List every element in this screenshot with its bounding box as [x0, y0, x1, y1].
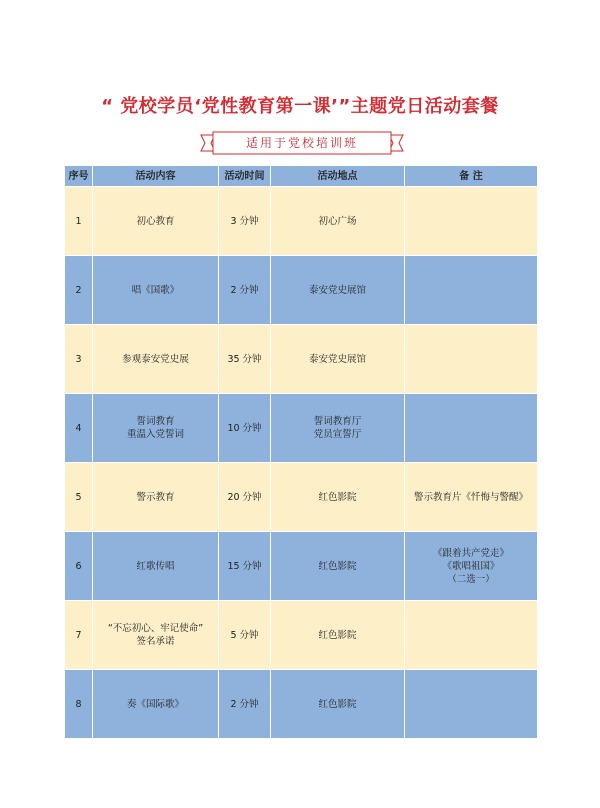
table-row: [65, 256, 538, 325]
cell-time: 35 分钟: [219, 325, 271, 394]
table-row: [65, 463, 538, 532]
cell-time: 15 分钟: [219, 532, 271, 601]
cell-no: 6: [65, 532, 93, 601]
header-content: 活动内容: [93, 166, 219, 187]
cell-note: [405, 601, 538, 670]
cell-content: 誓词教育 重温入党誓词: [93, 394, 219, 463]
cell-time: 20 分钟: [219, 463, 271, 532]
cell-no: 4: [65, 394, 93, 463]
page-title: “ 党校学员‘党性教育第一课’”主题党日活动套餐: [101, 96, 499, 117]
cell-time: 3 分钟: [219, 187, 271, 256]
cell-time: 5 分钟: [219, 601, 271, 670]
cell-time: 10 分钟: [219, 394, 271, 463]
cell-place: 红色影院: [271, 463, 405, 532]
header-note: 备 注: [405, 166, 538, 187]
cell-note: [405, 394, 538, 463]
cell-note: [405, 670, 538, 739]
cell-content: 奏《国际歌》: [93, 670, 219, 739]
cell-no: 5: [65, 463, 93, 532]
cell-no: 1: [65, 187, 93, 256]
cell-content: 初心教育: [93, 187, 219, 256]
cell-content: 唱《国歌》: [93, 256, 219, 325]
cell-content: 参观泰安党史展: [93, 325, 219, 394]
cell-place: 泰安党史展馆: [271, 325, 405, 394]
table-row: [65, 670, 538, 739]
cell-place: 红色影院: [271, 670, 405, 739]
header-time: 活动时间: [219, 166, 271, 187]
table-row: [65, 325, 538, 394]
subtitle-banner: [197, 130, 407, 156]
table-header-row: [65, 166, 538, 187]
cell-place: 红色影院: [271, 601, 405, 670]
table-row: [65, 394, 538, 463]
cell-note: [405, 256, 538, 325]
cell-no: 2: [65, 256, 93, 325]
header-place: 活动地点: [271, 166, 405, 187]
cell-no: 7: [65, 601, 93, 670]
table-row: [65, 187, 538, 256]
cell-note: 警示教育片《忏悔与警醒》: [405, 463, 538, 532]
table-row: [65, 601, 538, 670]
cell-place: 誓词教育厅 党员宣誓厅: [271, 394, 405, 463]
header-no: 序号: [65, 166, 93, 187]
cell-content: “不忘初心、牢记使命” 签名承诺: [93, 601, 219, 670]
subtitle-text: 适用于党校培训班: [245, 136, 358, 150]
cell-time: 2 分钟: [219, 670, 271, 739]
cell-note: [405, 325, 538, 394]
cell-note: [405, 187, 538, 256]
cell-time: 2 分钟: [219, 256, 271, 325]
cell-place: 泰安党史展馆: [271, 256, 405, 325]
table-row: [65, 532, 538, 601]
activity-table: [64, 165, 538, 739]
cell-no: 3: [65, 325, 93, 394]
cell-content: 警示教育: [93, 463, 219, 532]
cell-content: 红歌传唱: [93, 532, 219, 601]
cell-no: 8: [65, 670, 93, 739]
cell-place: 红色影院: [271, 532, 405, 601]
cell-place: 初心广场: [271, 187, 405, 256]
cell-note: 《跟着共产党走》 《歌唱祖国》 （二选一）: [405, 532, 538, 601]
